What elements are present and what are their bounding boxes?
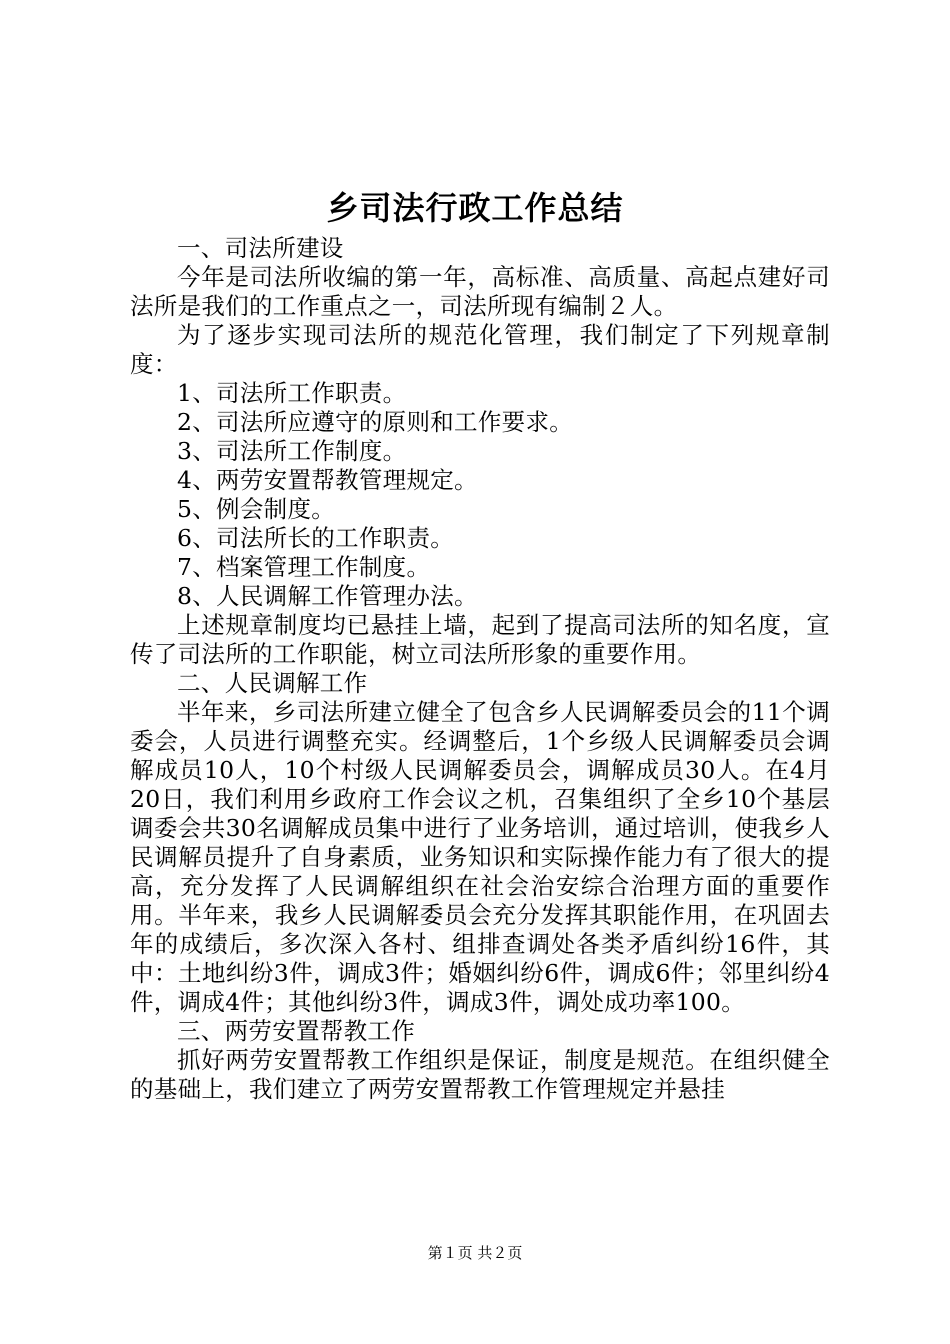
list-item: 7、档案管理工作制度。 (177, 553, 431, 581)
document-title: 乡司法行政工作总结 (326, 189, 624, 227)
list-item: 3、司法所工作制度。 (177, 437, 407, 465)
paragraph: 今年是司法所收编的第一年，高标准、高质量、高起点建好司法所是我们的工作重点之一，司法所现有编制２人。 (130, 263, 830, 320)
paragraph: 上述规章制度均已悬挂上墙，起到了提高司法所的知名度，宣传了司法所的工作职能，树立司法所形象的重要作用。 (130, 611, 830, 668)
paragraph: 半年来，乡司法所建立健全了包含乡人民调解委员会的11个调委会，人员进行调整充实。经调整后，1个乡级人民调解委员会调解成员10人，10个村级人民调解委员会，调解成员30人。在4月20日，我们利用乡政府工作会议之机，召集组织了全乡10个基层调委会共30名调解成员集中进行了业务培训，通过培训，使我乡人民调解员提升了自身素质，业务知识和实际操作能力有了很大的提高，充分发挥了人民调解组织在社会治安综合治理方面的重要作用。半年来，我乡人民调解委员会充分发挥其职能作用，在巩固去年的成绩后，多次深入各村、组排查调处各类矛盾纠纷16件，其中：土地纠纷3件，调成3件；婚姻纠纷6件，调成6件；邻里纠纷4件，调成4件；其他纠纷3件，调成3件，调处成功率100。 (130, 698, 830, 1016)
list-item: 6、司法所长的工作职责。 (177, 524, 455, 552)
section-heading: 一、司法所建设 (177, 234, 344, 262)
paragraph: 抓好两劳安置帮教工作组织是保证，制度是规范。在组织健全的基础上，我们建立了两劳安置帮教工作管理规定并悬挂 (130, 1046, 830, 1103)
list-item: 5、例会制度。 (177, 495, 336, 523)
list-item: 8、人民调解工作管理办法。 (177, 582, 478, 610)
list-item: 1、司法所工作职责。 (177, 379, 407, 407)
list-item: 2、司法所应遵守的原则和工作要求。 (177, 408, 574, 436)
list-item: 4、两劳安置帮教管理规定。 (177, 466, 478, 494)
document-body (130, 234, 830, 1104)
paragraph: 为了逐步实现司法所的规范化管理，我们制定了下列规章制度： (130, 321, 830, 378)
section-heading: 三、两劳安置帮教工作 (177, 1017, 415, 1045)
section-heading: 二、人民调解工作 (177, 669, 368, 697)
page-footer: 第１页 共２页 (427, 1244, 523, 1262)
